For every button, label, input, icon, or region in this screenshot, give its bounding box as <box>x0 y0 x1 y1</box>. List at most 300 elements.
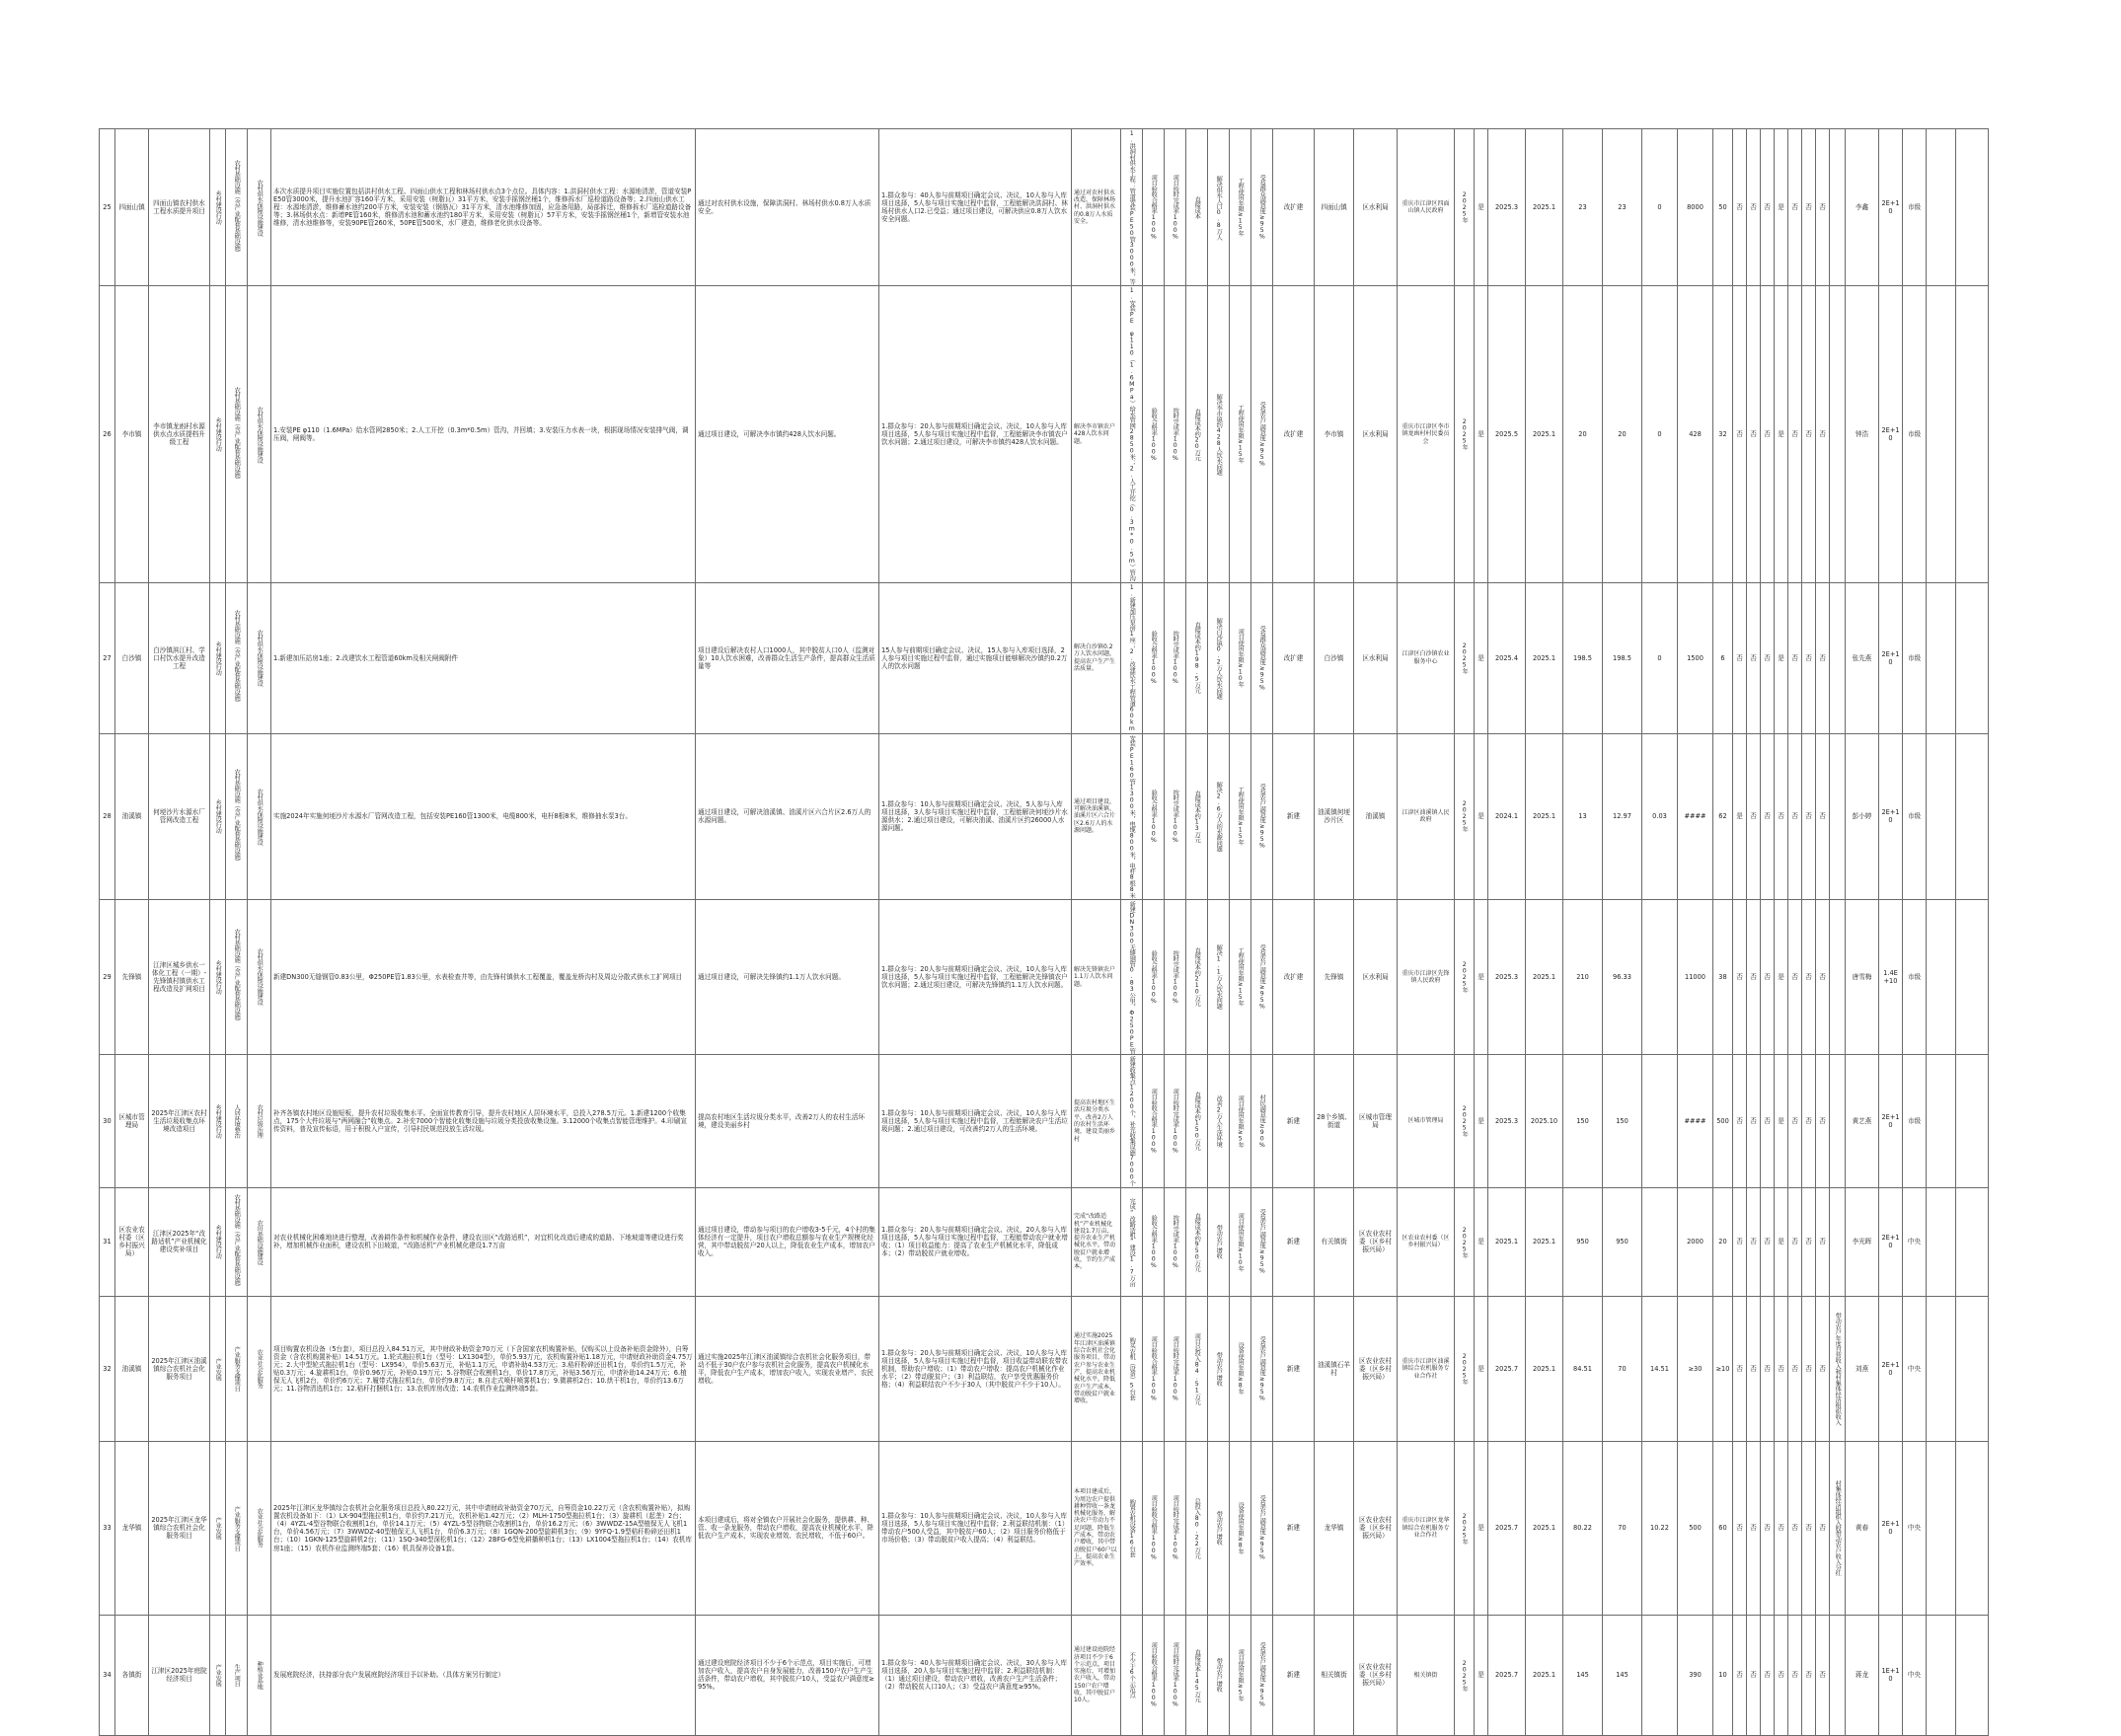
cell-fiscal: 70 <box>1603 1296 1642 1441</box>
cell-type1: 产业发展 <box>210 1441 226 1615</box>
cell-m6: 否 <box>1802 129 1816 286</box>
cell-m7: 否 <box>1816 1615 1830 1735</box>
cell-nature: 新建 <box>1273 1055 1315 1188</box>
cell-fiscal: 23 <box>1603 129 1642 286</box>
cell-q3: 按时完成率100% <box>1165 582 1186 733</box>
cell-m1: 否 <box>1733 1296 1747 1441</box>
cell-m3: 否 <box>1761 1187 1775 1296</box>
cell-end: 2025.1 <box>1526 1187 1563 1296</box>
cell-total: 145 <box>1563 1615 1603 1735</box>
cell-nature: 改扩建 <box>1273 582 1315 733</box>
cell-m7: 否 <box>1816 899 1830 1055</box>
table-row <box>100 1055 1989 1188</box>
cell-place: 白沙镇 <box>1315 582 1354 733</box>
cell-start: 2025.3 <box>1488 129 1526 286</box>
cell-pop: 1500 <box>1678 582 1713 733</box>
cell-name: 何埂沙片水源水厂管网改造工程 <box>149 733 210 899</box>
cell-q7: 受益群众满意度≥95% <box>1251 582 1273 733</box>
cell-cap: 1.4E+10 <box>1879 899 1903 1055</box>
cell-end: 2025.1 <box>1526 582 1563 733</box>
cell-m6: 否 <box>1802 1441 1816 1615</box>
cell-type2: 农村基础设施（含产业配套基础设施） <box>226 1187 248 1296</box>
cell-q6: 工程使用年限≥15年 <box>1230 899 1251 1055</box>
cell-benefit: 1.群众参与：10人参与前期项目确定会议、决议，10人参与入库项目选择，5人参与项目实施过程中监督；2.利益联结机制：（1）带动农户500人受益，其中脱贫户60人；（2）项目服务价格低于市场价格；（3）带动脱贫户收入提高；（4）利益联结。 <box>879 1441 1072 1615</box>
cell-note: 市级 <box>1903 582 1927 733</box>
cell-place: 油溪镇石羊村 <box>1315 1296 1354 1441</box>
cell-other: 14.51 <box>1642 1296 1678 1441</box>
cell-m1: 否 <box>1733 1055 1747 1188</box>
cell-m5: 否 <box>1788 1615 1802 1735</box>
cell-m1: 否 <box>1733 286 1747 583</box>
cell-q6: 工程使用年限≥15年 <box>1230 129 1251 286</box>
cell-q1: 新建DN300无缝钢管0.83公里，Φ250PE管 <box>1121 899 1143 1055</box>
cell-m3: 否 <box>1761 1296 1775 1441</box>
cell-m2: 否 <box>1747 286 1761 583</box>
cell-no: 27 <box>100 582 115 733</box>
cell-cap: 2E+10 <box>1879 286 1903 583</box>
cell-m3: 否 <box>1761 899 1775 1055</box>
cell-fiscal: 198.5 <box>1603 582 1642 733</box>
cell-contact: 彭小婷 <box>1846 733 1879 899</box>
cell-q7: 受益农户满意度≥95% <box>1251 286 1273 583</box>
cell-flag: 是 <box>1475 1187 1488 1296</box>
cell-no: 31 <box>100 1187 115 1296</box>
cell-q1: 1.洪洞村供水工程：管道安装PE50管3000米，等 <box>1121 129 1143 286</box>
cell-m2: 否 <box>1747 1441 1761 1615</box>
cell-name: 江津区2025年“改路适机”产业机械化建设奖补项目 <box>149 1187 210 1296</box>
cell-q2: 项目验收合格率100% <box>1143 129 1165 286</box>
cell-q2: 验收合格率100% <box>1143 733 1165 899</box>
cell-q5: 带动农户增收 <box>1208 1615 1230 1735</box>
cell-start: 2025.7 <box>1488 1296 1526 1441</box>
cell-q7: 受益农户满意度≥95% <box>1251 899 1273 1055</box>
cell-content: 补齐各镇农村地区设施短板，提升农村垃圾收集水平。全面宣传教育引导，提升农村地区人居环境水平，总投入278.5万元。1.新建1200个收集点，175个大件垃圾与“两网融合”收集点。2.补充7000个智能化收集设施与垃圾分类投放收集设施。3.12000个收集点智能管理维护。4.印刷宣传资料，普及宣传标语，用于积极入户宣传，引导村民规范投放生活垃圾。 <box>271 1055 696 1188</box>
cell-note: 市级 <box>1903 129 1927 286</box>
cell-m6: 否 <box>1802 733 1816 899</box>
cell-type1: 乡村建设行动 <box>210 733 226 899</box>
cell-q7: 受益农户满意度≥95% <box>1251 1296 1273 1441</box>
cell-m7: 否 <box>1816 1187 1830 1296</box>
cell-blank <box>1927 1055 1956 1188</box>
cell-q3: 按时完成率100% <box>1165 899 1186 1055</box>
cell-q6: 设备使用年限≥8年 <box>1230 1296 1251 1441</box>
cell-start: 2025.5 <box>1488 286 1526 583</box>
cell-q6: 工程使用年限≥15年 <box>1230 286 1251 583</box>
cell-contact: 蒋龙 <box>1846 1615 1879 1735</box>
cell-m7: 否 <box>1816 1441 1830 1615</box>
cell-other <box>1642 899 1678 1055</box>
cell-type3: 农业社会化服务 <box>248 1296 271 1441</box>
cell-q3: 按时完成率100% <box>1165 1187 1186 1296</box>
cell-q1: 购置农机设备16台套 <box>1121 1441 1143 1615</box>
cell-q2: 验收合格率100% <box>1143 899 1165 1055</box>
cell-q7: 受益农户满意度≥95% <box>1251 1441 1273 1615</box>
cell-q4: 项目总投入84.51万元 <box>1186 1296 1208 1441</box>
cell-content: 对农业机械化困难地块进行整理，改善耕作条件和机械作业条件，建设农田区“改路适机”，对宜机化改造后建成的道路、下地坡道等建设进行奖补，增加机械作业面积，建设农机下田坡道，“改路适机”产业机械化建设1.7万亩 <box>271 1187 696 1296</box>
cell-place: 先锋镇 <box>1315 899 1354 1055</box>
cell-type2: 产业服务支撑项目 <box>226 1296 248 1441</box>
cell-dept: 区水利局 <box>1354 129 1398 286</box>
cell-m4: 是 <box>1775 899 1788 1055</box>
cell-goal: 项目建设后解决农村人口1000人，其中脱贫人口0人（监测对象）10人饮水困难，改善群众生活生产条件，提高群众生活质量等 <box>696 582 879 733</box>
cell-no: 32 <box>100 1296 115 1441</box>
cell-pop: 11000 <box>1678 899 1713 1055</box>
cell-yr: 2025年 <box>1455 1441 1475 1615</box>
cell-extra <box>1830 899 1846 1055</box>
cell-dept: 区农业农村委（区乡村振兴局） <box>1354 1615 1398 1735</box>
cell-q2: 项目验收合格率100% <box>1143 1055 1165 1188</box>
cell-cap: 2E+10 <box>1879 1187 1903 1296</box>
cell-fiscal: 145 <box>1603 1615 1642 1735</box>
cell-dept: 区水利局 <box>1354 582 1398 733</box>
cell-type3: 农村供水保障设施建设 <box>248 582 271 733</box>
table-row <box>100 1187 1989 1296</box>
cell-name: 白沙镇滨江村、学口村饮水提升改造工程 <box>149 582 210 733</box>
cell-yr: 2025年 <box>1455 1615 1475 1735</box>
cell-pop: 428 <box>1678 286 1713 583</box>
cell-unit: 重庆市江津区四面山镇人民政府 <box>1398 129 1455 286</box>
cell-q2: 验收合格率100% <box>1143 582 1165 733</box>
cell-dept: 区农业农村委（区乡村振兴局） <box>1354 1296 1398 1441</box>
table-row <box>100 1296 1989 1441</box>
cell-m5: 否 <box>1788 1055 1802 1188</box>
cell-no: 29 <box>100 899 115 1055</box>
cell-flag: 是 <box>1475 1296 1488 1441</box>
cell-cap: 1E+10 <box>1879 1615 1903 1735</box>
cell-content: 1.新建加压站房1座；2.改建饮水工程管道60km及相关闸阀附件 <box>271 582 696 733</box>
cell-other: 0 <box>1642 582 1678 733</box>
cell-other <box>1642 1615 1678 1735</box>
cell-dept: 区水利局 <box>1354 286 1398 583</box>
cell-benefit: 1.群众参与：20人参与前期项目确定会议、决议，10人参与入库项目选择，5人参与项目实施过程中监督，项目收益带动联农带农机制，帮助农户增收；（1）带动农户增收：提高农户机械化作业水平；（2）带动脱贫户；（3）利益联结，农户享受优惠服务价格；（4）利益联结农户不少于30人（其中脱贫户不少于10人）。 <box>879 1296 1072 1441</box>
cell-m3: 否 <box>1761 1441 1775 1615</box>
cell-m6: 否 <box>1802 286 1816 583</box>
cell-blank <box>1956 582 1989 733</box>
cell-type2: 农村基础设施（含产业配套基础设施） <box>226 286 248 583</box>
cell-q4: 直接成本约210万元 <box>1186 899 1208 1055</box>
cell-name: 2025年江津区龙华镇综合农机社会化服务项目 <box>149 1441 210 1615</box>
cell-type3: 农村垃圾治理 <box>248 1055 271 1188</box>
cell-dept: 区水利局 <box>1354 899 1398 1055</box>
cell-q3: 项目按时完成率100% <box>1165 1441 1186 1615</box>
cell-m2: 否 <box>1747 1055 1761 1188</box>
cell-m5: 否 <box>1788 733 1802 899</box>
project-table <box>99 128 1989 1736</box>
cell-contact: 黄艺燕 <box>1846 1055 1879 1188</box>
cell-type2: 产业服务支撑项目 <box>226 1441 248 1615</box>
cell-poor: 500 <box>1713 1055 1733 1188</box>
cell-q6: 工程使用年限≥15年 <box>1230 733 1251 899</box>
cell-name: 李市镇龙凼村水源供水点水质提档升级工程 <box>149 286 210 583</box>
cell-start: 2025.7 <box>1488 1615 1526 1735</box>
cell-type3: 农业社会化服务 <box>248 1441 271 1615</box>
cell-mech: 完成“改路适机”产业机械化建设1.7万亩，提升农业生产机械化水平，带动脱贫户就业增收，节约生产成本。 <box>1072 1187 1121 1296</box>
cell-q5: 解决白沙镇0.2万人饮水问题 <box>1208 582 1230 733</box>
table-row <box>100 1615 1989 1735</box>
cell-m2: 否 <box>1747 1296 1761 1441</box>
cell-blank <box>1927 1441 1956 1615</box>
cell-type1: 乡村建设行动 <box>210 286 226 583</box>
cell-flag: 是 <box>1475 1055 1488 1188</box>
cell-m1: 否 <box>1733 129 1747 286</box>
cell-unit: 相关镇街 <box>1398 1615 1455 1735</box>
cell-other <box>1642 1055 1678 1188</box>
cell-q7: 受益农户满意度≥95% <box>1251 733 1273 899</box>
table-row <box>100 733 1989 899</box>
cell-extra <box>1830 1615 1846 1735</box>
cell-mech: 解决先锋镇农户1.1万人饮水问题。 <box>1072 899 1121 1055</box>
cell-yr: 2025年 <box>1455 582 1475 733</box>
cell-benefit: 1.群众参与：40人参与前期项目确定会议、决议，10人参与入库项目选择，5人参与项目实施过程中监督，工程能解决洪洞村、林场村供水人口2.已受益；通过项目建设，可解决供应0.8万人饮水安全问题。 <box>879 129 1072 286</box>
cell-extra <box>1830 1187 1846 1296</box>
cell-m3: 否 <box>1761 286 1775 583</box>
cell-m2: 否 <box>1747 582 1761 733</box>
cell-m7: 否 <box>1816 286 1830 583</box>
cell-content: 2025年江津区龙华镇综合农机社会化服务项目总投入80.22万元，其中申请财政补助资金70万元，自筹资金10.22万元（含农机购置补贴），拟购置农机设备如下：（1）LX-904型拖拉机1台，单价约7.21万元，农机补贴1.42万元；（2）MLH-1750型拖拉机1台；（3）旋耕机（起垄）2台；（4）4YZL-4型谷物联合收割机1台，单价14.1万元；（5）4YZL-5型谷物联合收割机1台，单价16.2万元；（6）3WWDZ-15A型植保无人飞机1台，单价4.56万元；（7）3WWDZ-40型植保无人飞机1台，单价6.3万元；（8）1GQN-200型旋耕机3台；（9）9YFQ-1.9型秸秆粉碎还田机1台；（10）1GKN-125型旋耕机2台；（11）1SQ-340型深松机1台；（12）2BFG-6型免耕播种机1台；（13）LX1004型拖拉机1台；（14）农机库房1座；（15）农机作业监测终端5套；（16）机具保养设备1套。 <box>271 1441 696 1615</box>
cell-q4: 总投入80.22万元 <box>1186 1441 1208 1615</box>
cell-m4: 否 <box>1775 1296 1788 1441</box>
cell-m2: 否 <box>1747 1615 1761 1735</box>
table-row <box>100 286 1989 583</box>
cell-m4: 否 <box>1775 1441 1788 1615</box>
cell-start: 2025.1 <box>1488 1187 1526 1296</box>
cell-m6: 否 <box>1802 582 1816 733</box>
cell-benefit: 1.群众参与：20人参与前期项目确定会议、决议，10人参与入库项目选择，5人参与项目实施过程中监督，工程能解决先锋镇农户饮水问题；2.通过项目建设，可解决先锋镇约1.1万人饮水问题。 <box>879 899 1072 1055</box>
cell-q7: 村民满意度≥90% <box>1251 1055 1273 1188</box>
cell-type2: 农村基础设施（含产业配套基础设施） <box>226 582 248 733</box>
cell-m2: 否 <box>1747 733 1761 899</box>
cell-no: 26 <box>100 286 115 583</box>
cell-flag: 是 <box>1475 733 1488 899</box>
cell-q2: 项目验收合格率100% <box>1143 1615 1165 1735</box>
cell-m4: 是 <box>1775 129 1788 286</box>
cell-place: 28个乡镇、街道 <box>1315 1055 1354 1188</box>
cell-poor: 50 <box>1713 129 1733 286</box>
cell-blank <box>1956 1055 1989 1188</box>
cell-unit: 重庆市江津区油溪镇综合农机服务专业合作社 <box>1398 1296 1455 1441</box>
cell-pop: 2000 <box>1678 1187 1713 1296</box>
cell-benefit: 1.群众参与：20人参与前期项目确定会议、决议，20人参与入库项目选择，5人参与项目实施过程中监督，工程能带动农户就业增收；（1）项目收益能力：提高了农业生产机械化水平，降低成本；（2）带动脱贫户就业增收。 <box>879 1187 1072 1296</box>
cell-other: 0 <box>1642 286 1678 583</box>
cell-type1: 乡村建设行动 <box>210 129 226 286</box>
cell-total: 950 <box>1563 1187 1603 1296</box>
cell-m6: 否 <box>1802 1187 1816 1296</box>
cell-m5: 否 <box>1788 899 1802 1055</box>
cell-m1: 否 <box>1733 1615 1747 1735</box>
cell-goal: 通过实施2025年江津区油溪镇综合农机社会化服务项目，带动不低于30户农户参与农机社会化服务，提高农户机械化水平，降低农户生产成本，增加农户收入，实现农业增产、农民增收。 <box>696 1296 879 1441</box>
cell-dept: 区农业农村委（区乡村振兴局） <box>1354 1441 1398 1615</box>
cell-type1: 产业发展 <box>210 1615 226 1735</box>
cell-place: 李市镇 <box>1315 286 1354 583</box>
cell-q5: 带动农户增收 <box>1208 1296 1230 1441</box>
cell-note: 市级 <box>1903 899 1927 1055</box>
cell-note: 中央 <box>1903 1187 1927 1296</box>
cell-fiscal: 950 <box>1603 1187 1642 1296</box>
cell-q1: 不少于6个示范点 <box>1121 1615 1143 1735</box>
cell-note: 中央 <box>1903 1441 1927 1615</box>
cell-goal: 通过建设庭院经济项目不少于6个示范点，项目实施后，可增加农户收入，提高农户自身发展能力，改善150户农户生产生活条件，带动农户增收，其中脱贫户10人，受益农户满意度≥95%。 <box>696 1615 879 1735</box>
cell-q7: 受益农户满意度≥95% <box>1251 1187 1273 1296</box>
cell-blank <box>1927 1296 1956 1441</box>
cell-cap: 2E+10 <box>1879 129 1903 286</box>
cell-no: 25 <box>100 129 115 286</box>
cell-no: 33 <box>100 1441 115 1615</box>
cell-m5: 否 <box>1788 582 1802 733</box>
cell-extra: 带动农户年度自营收入和村集体经济组织收入 <box>1830 1296 1846 1441</box>
cell-place: 油溪镇何埂沙片区 <box>1315 733 1354 899</box>
cell-m4: 是 <box>1775 582 1788 733</box>
cell-start: 2024.1 <box>1488 733 1526 899</box>
cell-nature: 新建 <box>1273 733 1315 899</box>
cell-flag: 是 <box>1475 899 1488 1055</box>
cell-unit: 重庆市江津区李市镇龙凼村村民委员会 <box>1398 286 1455 583</box>
cell-q1: 完成“改路适机”建设1.7万亩 <box>1121 1187 1143 1296</box>
table-row <box>100 1441 1989 1615</box>
cell-cap: 2E+10 <box>1879 1296 1903 1441</box>
cell-q5: 解决1.1万人饮水问题 <box>1208 899 1230 1055</box>
cell-poor: 32 <box>1713 286 1733 583</box>
cell-poor: 62 <box>1713 733 1733 899</box>
cell-end: 2025.1 <box>1526 129 1563 286</box>
cell-pop: #### <box>1678 733 1713 899</box>
cell-fiscal: 70 <box>1603 1441 1642 1615</box>
cell-name: 2025年江津区油溪镇综合农机社会化服务项目 <box>149 1296 210 1441</box>
cell-extra: 村集体经济组织入股带动农户收入分红 <box>1830 1441 1846 1615</box>
cell-m1: 否 <box>1733 582 1747 733</box>
cell-q6: 项目使用年限≥5年 <box>1230 1615 1251 1735</box>
cell-m6: 否 <box>1802 899 1816 1055</box>
cell-m4: 否 <box>1775 733 1788 899</box>
cell-note: 市级 <box>1903 286 1927 583</box>
cell-mech: 解决李市镇农户428人饮水问题。 <box>1072 286 1121 583</box>
cell-other: 0 <box>1642 129 1678 286</box>
cell-content: 新建DN300无缝钢管0.83公里，Φ250PE管1.83公里，水表检查井等，由先锋村镇供水工程覆盖，覆盖龙桥沟村及周边分散式供水工扩网项目 <box>271 899 696 1055</box>
cell-yr: 2025年 <box>1455 129 1475 286</box>
cell-mech: 提高农村地区生活垃圾分类水平，改善2万人的农村生活环境，建设美丽乡村 <box>1072 1055 1121 1188</box>
cell-q3: 项目按时完成率100% <box>1165 1296 1186 1441</box>
cell-start: 2025.4 <box>1488 582 1526 733</box>
cell-blank <box>1927 286 1956 583</box>
cell-extra <box>1830 1055 1846 1188</box>
cell-q7: 受益群众满意度≥95% <box>1251 129 1273 286</box>
cell-q2: 项目验收合格率100% <box>1143 1441 1165 1615</box>
cell-flag: 是 <box>1475 582 1488 733</box>
cell-town: 白沙镇 <box>115 582 149 733</box>
cell-goal: 通过项目建设，可解决先锋镇约1.1万人饮水问题。 <box>696 899 879 1055</box>
cell-contact: 黄春 <box>1846 1441 1879 1615</box>
cell-type1: 乡村建设行动 <box>210 582 226 733</box>
cell-m2: 否 <box>1747 1187 1761 1296</box>
cell-type2: 农村基础设施（含产业配套基础设施） <box>226 129 248 286</box>
cell-cap: 2E+10 <box>1879 733 1903 899</box>
cell-poor: 38 <box>1713 899 1733 1055</box>
cell-yr: 2025年 <box>1455 286 1475 583</box>
cell-pop: 8000 <box>1678 129 1713 286</box>
cell-type3: 农村供水保障设施建设 <box>248 129 271 286</box>
cell-q2: 验收合格率100% <box>1143 286 1165 583</box>
cell-blank <box>1927 582 1956 733</box>
table-row <box>100 899 1989 1055</box>
cell-m1: 否 <box>1733 1187 1747 1296</box>
cell-name: 江津区2025年庭院经济项目 <box>149 1615 210 1735</box>
cell-content: 1.安装PE φ110（1.6MPa）给水管网2850米；2.人工开挖（0.3m*0.5m）管沟，并回填；3.安装压力水表一块，根据现场情况安装排气阀，调压阀，闸阀等。 <box>271 286 696 583</box>
cell-blank <box>1956 286 1989 583</box>
cell-contact: 唐雪梅 <box>1846 899 1879 1055</box>
cell-no: 28 <box>100 733 115 899</box>
cell-extra <box>1830 733 1846 899</box>
cell-town: 区农业农村委（区乡村振兴局） <box>115 1187 149 1296</box>
cell-nature: 改扩建 <box>1273 899 1315 1055</box>
cell-flag: 是 <box>1475 1615 1488 1735</box>
cell-blank <box>1927 129 1956 286</box>
cell-goal: 提高农村地区生活垃圾分类水平，改善2万人的农村生活环境，建设美丽乡村 <box>696 1055 879 1188</box>
cell-type2: 农村基础设施（含产业配套基础设施） <box>226 899 248 1055</box>
cell-m5: 否 <box>1788 1187 1802 1296</box>
cell-town: 油溪镇 <box>115 1296 149 1441</box>
cell-poor: 60 <box>1713 1441 1733 1615</box>
cell-town: 各镇街 <box>115 1615 149 1735</box>
cell-other: 0.03 <box>1642 733 1678 899</box>
cell-cap: 2E+10 <box>1879 582 1903 733</box>
cell-total: 150 <box>1563 1055 1603 1188</box>
cell-end: 2025.1 <box>1526 1441 1563 1615</box>
cell-cap: 2E+10 <box>1879 1441 1903 1615</box>
cell-goal: 通过项目建设，带动参与项目的农户增收3-5千元，4个村的集体经济有一定提升，项目农户增收总额参与农业生产规模化经营，其中带动脱贫户20人以上，降低农业生产成本，增加农户收入。 <box>696 1187 879 1296</box>
cell-q3: 项目按时完成率100% <box>1165 129 1186 286</box>
cell-pop: ≥30 <box>1678 1296 1713 1441</box>
cell-poor: ≥10 <box>1713 1296 1733 1441</box>
cell-fiscal: 150 <box>1603 1055 1642 1188</box>
cell-q3: 按时完成率100% <box>1165 733 1186 899</box>
cell-type2: 人居环境整治 <box>226 1055 248 1188</box>
cell-flag: 是 <box>1475 1441 1488 1615</box>
cell-goal: 通过对农村供水设施，保障洪洞村、林场村供水0.8万人水质安全。 <box>696 129 879 286</box>
cell-town: 油溪镇 <box>115 733 149 899</box>
cell-q5: 改善2万人生活环境 <box>1208 1055 1230 1188</box>
cell-end: 2025.1 <box>1526 733 1563 899</box>
cell-goal: 通过项目建设，可解决李市镇约428人饮水问题。 <box>696 286 879 583</box>
cell-type3: 种植业基地 <box>248 1615 271 1735</box>
cell-m7: 否 <box>1816 582 1830 733</box>
cell-m7: 否 <box>1816 733 1830 899</box>
cell-q1: 安装PE160管1300米，电缆800米，电杆8根8米 <box>1121 733 1143 899</box>
cell-contact: 刘燕 <box>1846 1296 1879 1441</box>
cell-mech: 解决白沙镇0.2万人饮水问题，提高农户生产生活质量。 <box>1072 582 1121 733</box>
cell-town: 先锋镇 <box>115 899 149 1055</box>
cell-type3: 农村供水保障设施建设 <box>248 286 271 583</box>
cell-benefit: 1.群众参与：10人参与前期项目确定会议、决议，5人参与入库项目选择，3人参与项目实施过程中监督，工程能解决何埂沙片水源供水；2.通过项目建设，可解决油溪、油溪片区约26000人水源问题。 <box>879 733 1072 899</box>
cell-q4: 直接成本约150万元 <box>1186 1055 1208 1188</box>
cell-m6: 否 <box>1802 1055 1816 1188</box>
table-row <box>100 129 1989 286</box>
cell-other <box>1642 1187 1678 1296</box>
cell-note: 中央 <box>1903 1615 1927 1735</box>
cell-benefit: 1.群众参与：10人参与前期项目确定会议、决议，10人参与入库项目选择，5人参与项目实施过程中监督，工程能解决农户生活垃圾问题；2.通过项目建设，可改善约2万人的生活环境。 <box>879 1055 1072 1188</box>
cell-end: 2025.10 <box>1526 1055 1563 1188</box>
cell-end: 2025.1 <box>1526 1296 1563 1441</box>
cell-m2: 否 <box>1747 129 1761 286</box>
cell-q5: 解决2.6万人的水源问题 <box>1208 733 1230 899</box>
cell-total: 20 <box>1563 286 1603 583</box>
cell-end: 2025.1 <box>1526 899 1563 1055</box>
cell-total: 13 <box>1563 733 1603 899</box>
cell-blank <box>1927 1187 1956 1296</box>
cell-poor: 20 <box>1713 1187 1733 1296</box>
cell-m1: 否 <box>1733 1441 1747 1615</box>
cell-mech: 通过项目建设，可解决油溪镇、油溪片区六合片区2.6万人的水源问题。 <box>1072 733 1121 899</box>
cell-contact: 李光晖 <box>1846 1187 1879 1296</box>
cell-m5: 否 <box>1788 129 1802 286</box>
